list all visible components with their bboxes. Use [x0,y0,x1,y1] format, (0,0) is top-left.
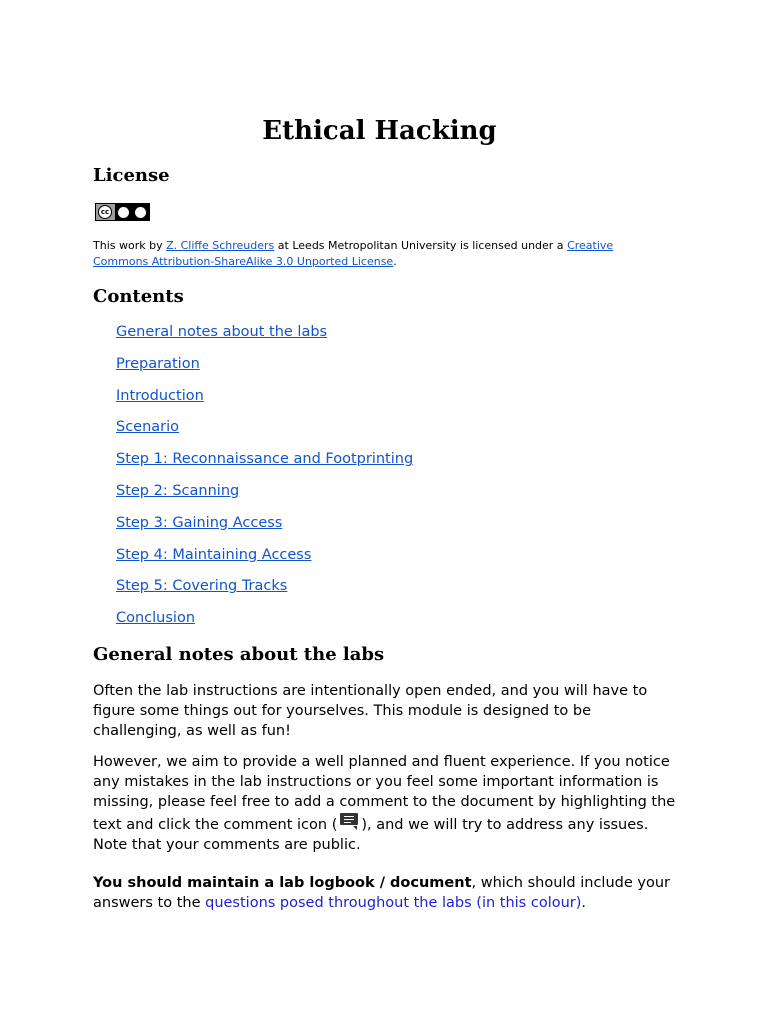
license-link[interactable]: Creative Commons Attribution-ShareAlike 3.0 Unported License [93,239,614,268]
toc-link-step-1[interactable]: Step 1: Reconnaissance and Footprinting [116,451,414,468]
license-text-prefix: This work by [93,239,167,252]
toc-link-conclusion[interactable]: Conclusion [116,610,196,627]
author-link[interactable]: Z. Cliffe Schreuders [166,239,275,252]
paragraph-2-text-after-icon: ), and we will try to address any issues. Note that your comments are public. [93,816,649,853]
logbook-instruction-bold: You should maintain a lab logbook / document [93,875,472,891]
toc-item [116,320,413,352]
toc-link-step-3[interactable]: Step 3: Gaining Access [116,514,283,531]
toc-item [116,543,413,575]
toc-link-scenario[interactable]: Scenario [116,419,180,436]
license-text-middle: at Leeds Metropolitan University is licensed under a [274,239,568,252]
question-colour-sample: questions posed throughout the labs (in this colour) [205,895,582,912]
toc-item [116,447,413,479]
license-text-suffix: . [393,255,397,268]
cc-license-badge[interactable] [95,203,150,221]
paragraph-2-text-before-icon: However, we aim to provide a well planned and fluent experience. If you notice any mistakes in the lab instructions or you feel some important information is missing, please feel free to add a comment to the document by highlighting the text and click the comment icon ( [93,754,676,833]
paragraph-3-text-middle: , which should include your answers to the [93,875,670,912]
toc-link-introduction[interactable]: Introduction [116,387,204,404]
toc-link-step-5[interactable]: Step 5: Covering Tracks [116,578,288,595]
by-icon [118,207,129,218]
cc-icon: cc [98,205,112,219]
contents-heading: Contents [93,286,184,307]
toc-link-general-notes[interactable]: General notes about the labs [116,324,328,340]
by-sa-icons [115,204,149,220]
comment-icon [340,813,358,827]
toc-item [116,352,413,384]
general-notes-paragraph-3 [93,873,678,913]
toc-item [116,415,413,447]
sa-icon [135,207,146,218]
general-notes-heading: General notes about the labs [93,644,385,665]
license-statement [93,238,653,270]
toc-item [116,384,413,416]
toc-item [116,511,413,543]
toc-item [116,479,413,511]
toc-item [116,606,413,638]
paragraph-3-text-end: . [581,895,587,912]
document-title: Ethical Hacking [262,116,497,146]
general-notes-paragraph-2 [93,752,678,855]
general-notes-paragraph-1: Often the lab instructions are intentionally open ended, and you will have to figure some things out for yourselves. This module is designed to be challenging, as well as fun! [93,683,648,740]
toc-link-step-2[interactable]: Step 2: Scanning [116,482,240,499]
toc-link-preparation[interactable]: Preparation [116,355,200,372]
license-heading: License [93,165,170,186]
table-of-contents [116,320,413,638]
toc-link-step-4[interactable]: Step 4: Maintaining Access [116,546,312,563]
toc-item [116,574,413,606]
